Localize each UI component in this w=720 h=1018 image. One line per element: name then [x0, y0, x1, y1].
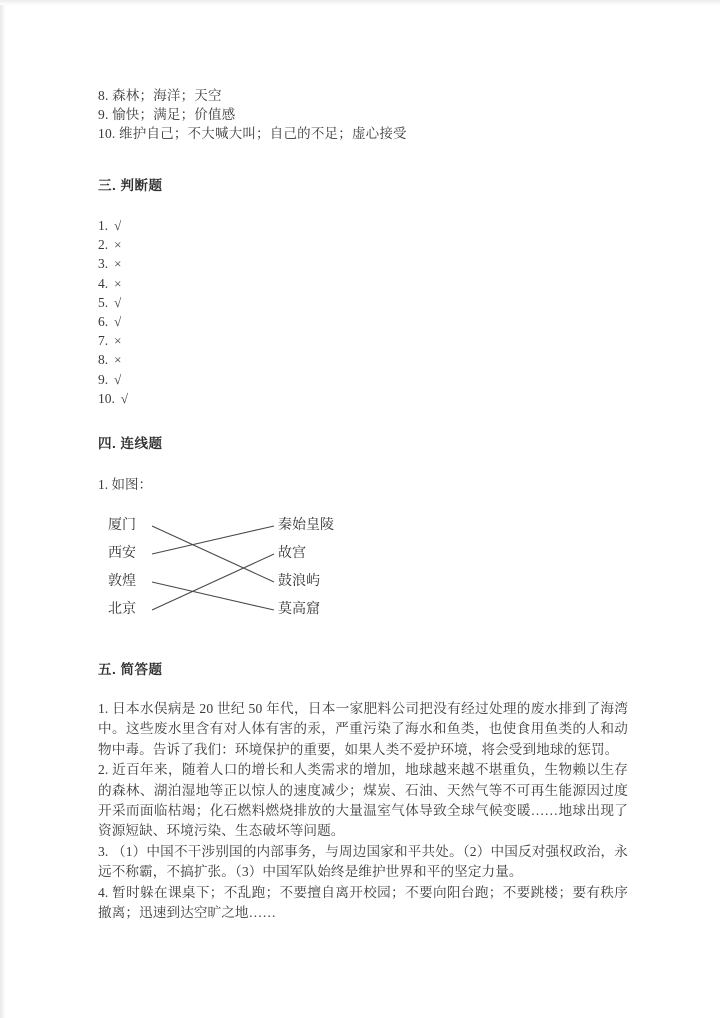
matching-left-item: 西安	[108, 546, 136, 562]
true-false-number: 10.	[98, 390, 115, 406]
short-answer-list	[98, 699, 628, 923]
fill-in-answers-block	[98, 0, 628, 143]
section-heading-short-answer: 五. 简答题	[98, 662, 163, 678]
true-false-item	[98, 331, 628, 350]
true-false-mark: √	[114, 218, 122, 233]
section-heading-matching: 四. 连线题	[98, 436, 163, 452]
page-content	[98, 0, 628, 924]
section-heading-true-false: 三. 判断题	[98, 178, 163, 193]
true-false-list	[98, 216, 628, 408]
matching-prompt: 1. 如图：	[98, 477, 152, 493]
true-false-mark: ×	[114, 333, 122, 349]
true-false-mark: √	[120, 390, 129, 406]
true-false-item	[98, 389, 628, 408]
matching-left-item: 敦煌	[108, 574, 136, 590]
short-answer-item: 1. 日本水俣病是 20 世纪 50 年代，日本一家肥料公司把没有经过处理的废水排到了海湾中。这些废水里含有对人体有害的汞，严重污染了海水和鱼类，也使食用鱼类的人和动物中毒。告诉了我们：环境保护的重要，如果人类不爱护环境，将会受到地球的惩罚。	[98, 701, 628, 757]
matching-right-item: 莫高窟	[278, 602, 320, 618]
matching-left-item: 厦门	[108, 518, 136, 534]
true-false-item	[98, 235, 628, 254]
matching-right-item: 秦始皇陵	[278, 518, 334, 534]
true-false-item	[98, 370, 628, 389]
true-false-number: 4.	[98, 275, 109, 291]
true-false-item	[98, 216, 628, 235]
true-false-mark: ×	[114, 256, 122, 272]
true-false-number: 8.	[98, 352, 109, 368]
true-false-item	[98, 293, 628, 312]
matching-right-item: 故宫	[278, 546, 306, 562]
fill-in-answer-item: 10. 维护自己；不大喊大叫；自己的不足；虚心接受	[98, 126, 407, 141]
short-answer-item: 2. 近百年来，随着人口的增长和人类需求的增加，地球越来越不堪重负，生物赖以生存的森林、湖泊湿地等正以惊人的速度减少；煤炭、石油、天然气等不可再生能源因过度开采而面临枯竭；化石燃料燃烧排放的大量温室气体导致全球气候变暖……地球出现了资源短缺、环境污染、生态破坏等问题。	[98, 762, 628, 839]
short-answer-item: 3. （1）中国不干涉别国的内部事务，与周边国家和平共处。（2）中国反对强权政治，永远不称霸，不搞扩张。（3）中国军队始终是维护世界和平的坚定力量。	[98, 843, 628, 880]
true-false-item	[98, 254, 628, 273]
true-false-number: 6.	[98, 314, 109, 330]
true-false-number: 9.	[98, 371, 109, 387]
true-false-number: 2.	[98, 237, 109, 253]
true-false-number: 5.	[98, 294, 109, 310]
fill-in-answer-item: 9. 愉快；满足；价值感	[98, 107, 236, 122]
true-false-mark: ×	[114, 237, 122, 253]
fill-in-answer-item: 8. 森林；海洋；天空	[98, 88, 222, 103]
short-answer-item: 4. 暂时躲在课桌下；不乱跑；不要擅自离开校园；不要向阳台跑；不要跳楼；要有秩序撤离；迅速到达空旷之地……	[98, 884, 628, 921]
matching-left-column	[108, 512, 198, 624]
true-false-number: 7.	[98, 333, 109, 349]
true-false-mark: √	[114, 314, 122, 330]
true-false-number: 1.	[98, 218, 109, 233]
true-false-item	[98, 350, 628, 369]
matching-right-column	[278, 512, 368, 624]
matching-left-item: 北京	[108, 602, 136, 618]
matching-right-item: 鼓浪屿	[278, 574, 320, 590]
true-false-item	[98, 274, 628, 293]
matching-diagram	[98, 512, 428, 624]
true-false-mark: √	[114, 294, 122, 310]
true-false-mark: ×	[114, 352, 122, 368]
true-false-item	[98, 312, 628, 331]
true-false-mark: √	[114, 371, 122, 387]
true-false-number: 3.	[98, 256, 109, 272]
scan-edge-left	[0, 0, 6, 1018]
true-false-mark: ×	[114, 275, 122, 291]
